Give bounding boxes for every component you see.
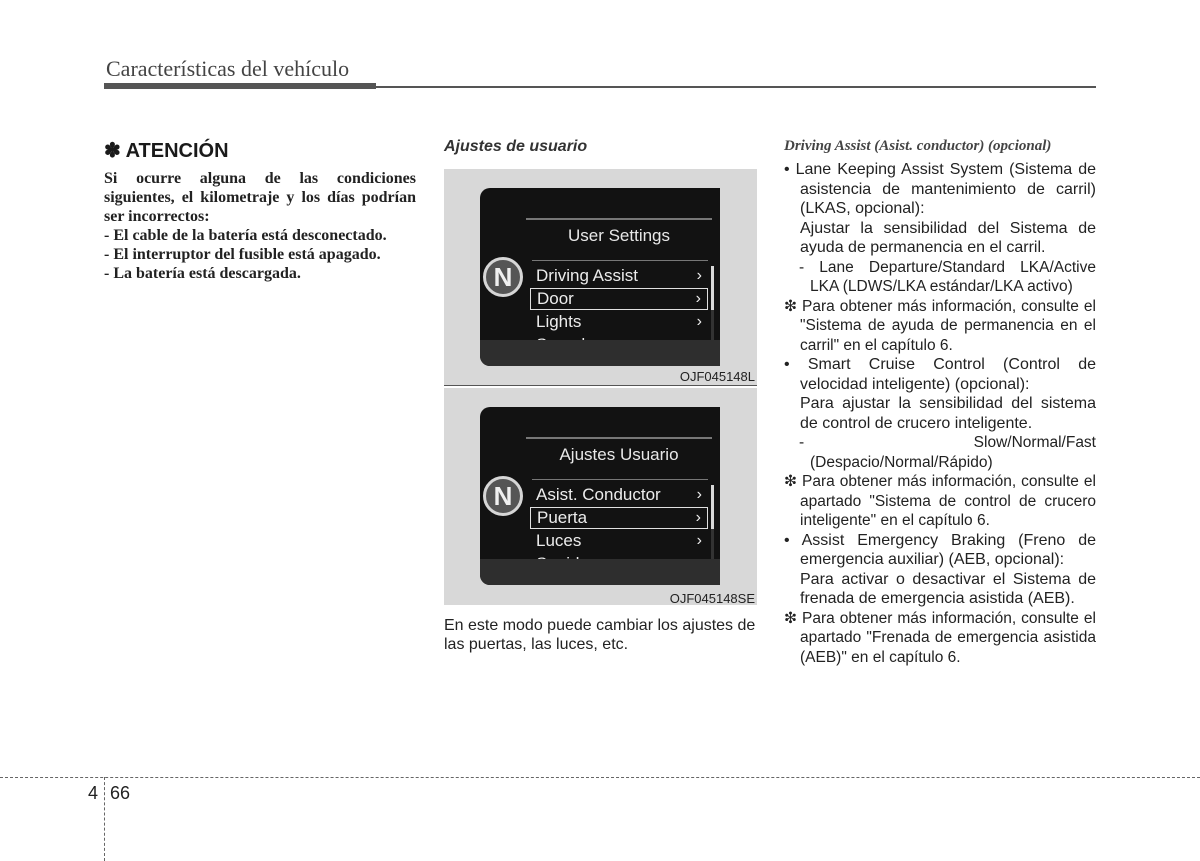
- cluster-figure-es: [444, 388, 757, 605]
- option-values: - Lane Departure/Standard LKA/Active LKA (LDWS/LKA estándar/LKA activo): [799, 258, 1096, 295]
- menu-item-door[interactable]: [530, 288, 708, 310]
- bullet-detail: Para ajustar la sensibilidad del sistema de control de crucero inteligente.: [800, 395, 1096, 432]
- divider: [532, 260, 708, 261]
- reference-note: ❇ Para obtener más información, consulte el apartado "Sistema de control de crucero inteligente" en el capítulo 6.: [784, 473, 1096, 529]
- screen-title: Ajustes Usuario: [526, 437, 712, 467]
- option-values: - Slow/Normal/Fast (Despacio/Normal/Rápido): [799, 434, 1096, 471]
- menu-item-label: Puerta: [537, 508, 588, 527]
- bullet-item: • Smart Cruise Control (Control de velocidad inteligente) (opcional):: [784, 356, 1096, 393]
- chapter-number: 4: [88, 783, 99, 803]
- bullet-detail: Ajustar la sensibilidad del Sistema de ayuda de permanencia en el carril.: [800, 219, 1096, 256]
- gear-n-icon: N: [483, 476, 523, 516]
- menu-item-puerta[interactable]: [530, 507, 708, 529]
- warning-item: - El interruptor del fusible está apagado.: [104, 246, 381, 263]
- figure-divider: [444, 385, 757, 386]
- menu-item-label: Asist. Conductor: [536, 485, 661, 504]
- body-paragraph: En este modo puede cambiar los ajustes de las puertas, las luces, etc.: [444, 617, 756, 653]
- footer-divider: [104, 777, 105, 861]
- cluster-figure-en: [444, 169, 757, 386]
- menu-item-label: Door: [537, 289, 574, 308]
- divider: [532, 479, 708, 480]
- warning-item: - El cable de la batería está desconectado.: [104, 227, 387, 244]
- figure-code: OJF045148L: [679, 369, 755, 384]
- chevron-right-icon: ›: [696, 313, 702, 330]
- gear-n-icon: N: [483, 257, 523, 297]
- screen-footer-band: [480, 340, 720, 366]
- bullet-item: • Assist Emergency Braking (Freno de emergencia auxiliar) (AEB, opcional):: [784, 531, 1096, 568]
- warning-list: [104, 226, 416, 283]
- menu-item-lights[interactable]: [530, 311, 708, 333]
- reference-note: ❇ Para obtener más información, consulte el "Sistema de ayuda de permanencia en el carril" en el capítulo 6.: [784, 297, 1096, 354]
- screen-footer-band: [480, 559, 720, 585]
- section-heading: Driving Assist (Asist. conductor) (opcional): [784, 138, 1052, 154]
- menu-item-label: Lights: [536, 312, 582, 331]
- menu-item-label: Luces: [536, 531, 582, 550]
- bullet-item: • Lane Keeping Assist System (Sistema de asistencia de mantenimiento de carril) (LKAS, opcional):: [784, 161, 1096, 217]
- figure-code: OJF045148SE: [669, 591, 755, 606]
- reference-note: ❇ Para obtener más información, consulte el apartado "Frenada de emergencia asistida (AEB)" en el capítulo 6.: [784, 609, 1096, 666]
- scrollbar-thumb: [711, 266, 714, 310]
- screen-title: User Settings: [526, 218, 712, 248]
- user-settings-section: [444, 138, 757, 653]
- chevron-right-icon: ›: [696, 486, 702, 503]
- driving-assist-section: [784, 138, 1096, 667]
- chevron-right-icon: ›: [696, 267, 702, 284]
- scrollbar-thumb: [711, 485, 714, 529]
- menu-item-asist-conductor[interactable]: [530, 484, 708, 506]
- footer-rule: [0, 777, 1200, 778]
- bullet-detail: Para activar o desactivar el Sistema de frenada de emergencia asistida (AEB).: [800, 570, 1096, 607]
- cluster-screen: [480, 188, 720, 366]
- header-rule: [104, 86, 1096, 88]
- section-heading: Ajustes de usuario: [444, 138, 588, 155]
- chevron-right-icon: ›: [696, 532, 702, 549]
- page-number: 66: [110, 783, 131, 803]
- menu-item-luces[interactable]: [530, 530, 708, 552]
- menu-item-driving-assist[interactable]: [530, 265, 708, 287]
- warning-item: - La batería está descargada.: [104, 265, 301, 282]
- cluster-screen: [480, 407, 720, 585]
- warning-section: [104, 138, 416, 283]
- menu-item-label: Driving Assist: [536, 266, 639, 285]
- warning-intro: Si ocurre alguna de las condiciones siguientes, el kilometraje y los días podrían ser incorrectos:: [104, 170, 416, 225]
- chevron-right-icon: ›: [695, 290, 701, 307]
- chevron-right-icon: ›: [695, 509, 701, 526]
- section-title: Características del vehículo: [106, 56, 350, 81]
- warning-title: ✽ ATENCIÓN: [104, 140, 229, 162]
